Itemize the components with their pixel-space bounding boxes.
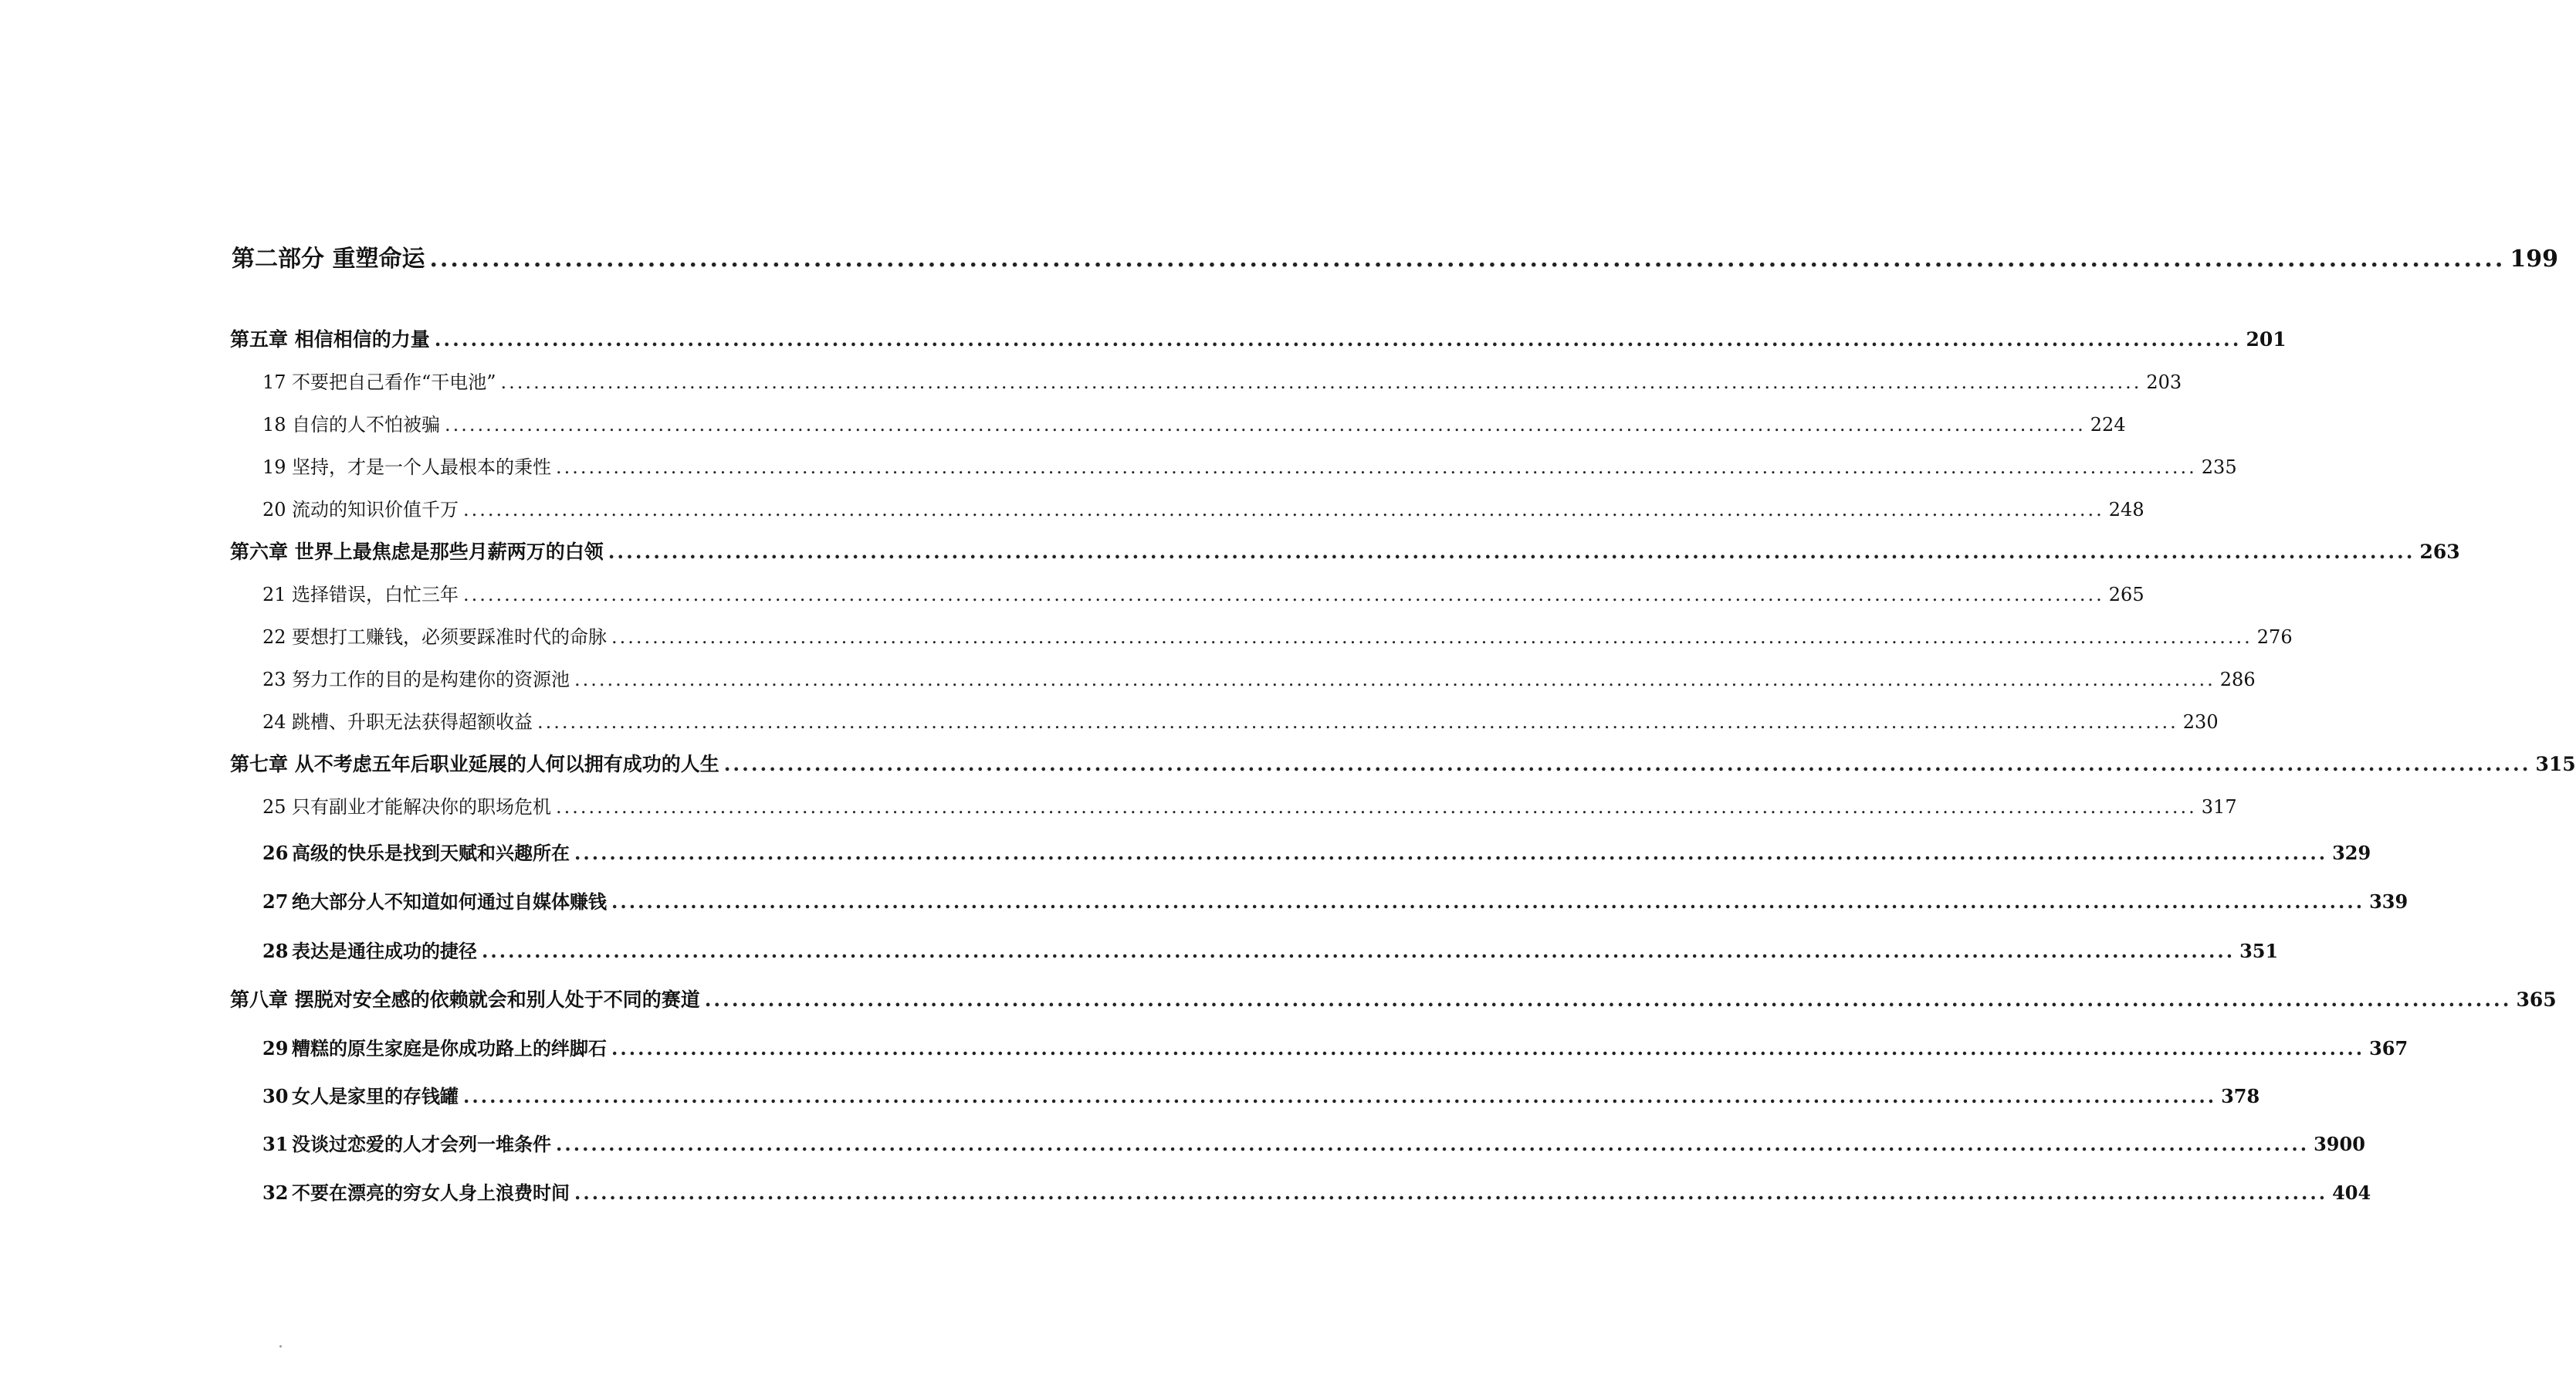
section-page-number: 317 (2201, 796, 2237, 818)
dot-leader: ........................................................................................................................................................................................................ (463, 1085, 2217, 1107)
section-number: 28 (262, 940, 289, 962)
section-page-number: 265 (2108, 584, 2144, 605)
section-number: 31 (262, 1133, 289, 1155)
section-page-number: 235 (2201, 456, 2237, 478)
section-entry (262, 1033, 2408, 1060)
dot-leader: ........................................................................................................................................................................................................ (537, 711, 2178, 733)
section-number: 29 (262, 1037, 289, 1059)
dot-leader: ........................................................................................................................................................................................................ (574, 669, 2215, 690)
section-number: 32 (262, 1182, 289, 1204)
section-entry (262, 367, 2182, 394)
section-page-number: 224 (2090, 414, 2126, 436)
section-entry (262, 664, 2256, 691)
chapter-title: 第五章 相信相信的力量 (230, 328, 430, 351)
section-page-number: 286 (2219, 669, 2256, 690)
dot-leader: ........................................................................................................................................................................................................ (574, 842, 2328, 864)
section-page-number: 339 (2369, 890, 2408, 913)
section-title: 表达是通往成功的捷径 (292, 940, 477, 962)
section-title: 不要把自己看作“干电池” (292, 371, 496, 393)
dot-leader: ........................................................................................................................................................................................................ (556, 1133, 2310, 1155)
section-title: 选择错误，白忙三年 (292, 584, 459, 605)
section-number: 22 (262, 626, 286, 648)
part-entry (232, 239, 2558, 273)
chapter-title: 第八章 摆脱对安全感的依赖就会和别人处于不同的赛道 (230, 988, 700, 1011)
dot-leader: ........................................................................................................................................................................................................ (611, 1037, 2365, 1059)
scan-speck (279, 1345, 282, 1348)
section-title: 要想打工赚钱，必须要踩准时代的命脉 (292, 626, 607, 648)
section-title: 只有副业才能解决你的职场危机 (292, 796, 551, 818)
section-entry (262, 409, 2126, 436)
section-number: 18 (262, 414, 286, 436)
section-number: 27 (262, 890, 289, 913)
chapter-entry (230, 324, 2287, 352)
section-entry (262, 494, 2144, 521)
section-entry (262, 1129, 2365, 1156)
chapter-title: 第七章 从不考虑五年后职业延展的人何以拥有成功的人生 (230, 753, 719, 775)
section-number: 21 (262, 584, 286, 605)
dot-leader: ........................................................................................................................................................................................................ (500, 371, 2142, 393)
section-page-number: 3900 (2314, 1133, 2365, 1155)
section-title: 努力工作的目的是构建你的资源池 (292, 669, 570, 690)
dot-leader: ........................................................................................................................................................................................................ (556, 456, 2197, 478)
section-page-number: 203 (2146, 371, 2182, 393)
section-page-number: 367 (2369, 1037, 2408, 1059)
section-entry (262, 622, 2293, 649)
section-page-number: 329 (2332, 842, 2371, 864)
dot-leader: ........................................................................................................................................................................................................ (463, 499, 2104, 520)
section-page-number: 230 (2182, 711, 2219, 733)
chapter-entry (230, 985, 2557, 1012)
dot-leader: ........................................................................................................................................................................................................ (556, 796, 2197, 818)
chapter-entry (230, 749, 2576, 777)
section-entry (262, 792, 2237, 819)
section-page-number: 404 (2332, 1182, 2371, 1204)
part-page-number: 199 (2510, 246, 2558, 273)
dot-leader: ........................................................................................................................................................................................................ (482, 940, 2236, 962)
dot-leader: ........................................................................................................................................................................................................ (723, 753, 2531, 775)
section-page-number: 351 (2239, 940, 2279, 962)
section-page-number: 248 (2108, 499, 2144, 520)
section-title: 不要在漂亮的穷女人身上浪费时间 (292, 1182, 570, 1204)
dot-leader: ........................................................................................................................................................................................................ (434, 328, 2242, 351)
section-title: 自信的人不怕被骗 (292, 414, 440, 436)
chapter-title: 第六章 世界上最焦虑是那些月薪两万的白领 (230, 541, 604, 563)
chapter-page-number: 201 (2246, 328, 2287, 351)
section-number: 20 (262, 499, 286, 520)
dot-leader: ........................................................................................................................................................................................................ (445, 414, 2086, 436)
section-entry (262, 1178, 2371, 1205)
section-title: 高级的快乐是找到天赋和兴趣所在 (292, 842, 570, 864)
section-entry (262, 707, 2219, 734)
dot-leader: ........................................................................................................................................................................................................ (611, 626, 2253, 648)
dot-leader: ........................................................................................................................................................................................................ (608, 541, 2415, 563)
section-number: 26 (262, 842, 289, 864)
chapter-page-number: 315 (2535, 753, 2576, 775)
section-page-number: 276 (2256, 626, 2293, 648)
dot-leader: ........................................................................................................................................................................................................ (463, 584, 2104, 605)
section-number: 25 (262, 796, 286, 818)
chapter-page-number: 365 (2516, 988, 2557, 1011)
section-title: 糟糕的原生家庭是你成功路上的绊脚石 (292, 1037, 607, 1059)
dot-leader: ........................................................................................................................................................................................................ (429, 246, 2506, 273)
section-number: 24 (262, 711, 286, 733)
dot-leader: ........................................................................................................................................................................................................ (574, 1182, 2328, 1204)
section-title: 没谈过恋爱的人才会列一堆条件 (292, 1133, 551, 1155)
part-title: 第二部分 重塑命运 (232, 246, 425, 273)
section-entry (262, 936, 2279, 963)
chapter-entry (230, 537, 2460, 564)
chapter-page-number: 263 (2419, 541, 2460, 563)
section-title: 流动的知识价值千万 (292, 499, 459, 520)
section-entry (262, 1081, 2260, 1108)
dot-leader: ........................................................................................................................................................................................................ (611, 890, 2365, 913)
section-number: 17 (262, 371, 286, 393)
section-entry (262, 887, 2408, 914)
section-title: 女人是家里的存钱罐 (292, 1085, 459, 1107)
section-number: 19 (262, 456, 286, 478)
section-number: 23 (262, 669, 286, 690)
section-title: 跳槽、升职无法获得超额收益 (292, 711, 533, 733)
section-entry (262, 452, 2237, 479)
section-entry (262, 838, 2371, 865)
dot-leader: ........................................................................................................................................................................................................ (704, 988, 2512, 1011)
section-title: 绝大部分人不知道如何通过自媒体赚钱 (292, 890, 607, 913)
section-page-number: 378 (2221, 1085, 2260, 1107)
section-title: 坚持，才是一个人最根本的秉性 (292, 456, 551, 478)
section-number: 30 (262, 1085, 289, 1107)
section-entry (262, 579, 2144, 606)
